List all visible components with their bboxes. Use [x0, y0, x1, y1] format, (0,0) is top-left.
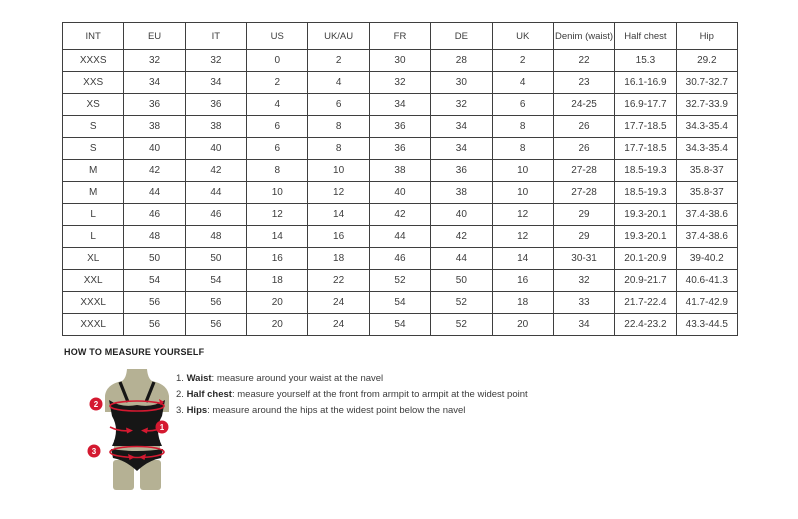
- table-cell: 40: [185, 138, 246, 160]
- table-cell: 52: [431, 314, 492, 336]
- table-cell: 42: [369, 204, 430, 226]
- table-row: [63, 204, 738, 226]
- table-cell: 40: [124, 138, 185, 160]
- table-cell: 42: [124, 160, 185, 182]
- table-cell: XS: [63, 94, 124, 116]
- table-cell: 20.1-20.9: [615, 248, 676, 270]
- header-cell: EU: [124, 23, 185, 50]
- table-cell: M: [63, 160, 124, 182]
- table-cell: 34: [369, 94, 430, 116]
- table-row: [63, 182, 738, 204]
- measure-item-number: 3.: [176, 405, 187, 416]
- table-cell: 30.7-32.7: [676, 72, 737, 94]
- table-cell: XXS: [63, 72, 124, 94]
- table-cell: 56: [185, 292, 246, 314]
- table-cell: 15.3: [615, 50, 676, 72]
- table-cell: 23: [553, 72, 614, 94]
- table-cell: 38: [369, 160, 430, 182]
- table-cell: 48: [185, 226, 246, 248]
- table-cell: 2: [308, 50, 369, 72]
- measure-list: [176, 371, 528, 419]
- size-table: [62, 22, 738, 336]
- measure-item-label: Waist: [186, 373, 212, 384]
- svg-text:2: 2: [93, 400, 99, 409]
- table-cell: 24-25: [553, 94, 614, 116]
- header-cell: Hip: [676, 23, 737, 50]
- header-cell: FR: [369, 23, 430, 50]
- measure-point-3-badge: [88, 445, 101, 458]
- table-cell: 20.9-21.7: [615, 270, 676, 292]
- table-cell: 30-31: [553, 248, 614, 270]
- table-cell: 24: [308, 314, 369, 336]
- table-cell: 10: [492, 160, 553, 182]
- table-cell: 16: [247, 248, 308, 270]
- table-cell: 14: [492, 248, 553, 270]
- table-cell: 2: [247, 72, 308, 94]
- table-cell: 10: [492, 182, 553, 204]
- table-cell: 16.1-16.9: [615, 72, 676, 94]
- table-cell: 2: [492, 50, 553, 72]
- table-cell: 4: [308, 72, 369, 94]
- table-cell: XXXS: [63, 50, 124, 72]
- table-cell: 28: [431, 50, 492, 72]
- table-cell: 8: [247, 160, 308, 182]
- table-cell: 44: [369, 226, 430, 248]
- table-cell: 56: [124, 292, 185, 314]
- table-row: [63, 314, 738, 336]
- table-cell: 10: [247, 182, 308, 204]
- table-cell: 4: [247, 94, 308, 116]
- measure-item-number: 1.: [176, 373, 187, 384]
- table-cell: 6: [247, 116, 308, 138]
- table-cell: 35.8-37: [676, 182, 737, 204]
- table-cell: 44: [185, 182, 246, 204]
- header-cell: IT: [185, 23, 246, 50]
- table-cell: 17.7-18.5: [615, 116, 676, 138]
- table-row: [63, 292, 738, 314]
- table-cell: 37.4-38.6: [676, 204, 737, 226]
- table-cell: 12: [492, 204, 553, 226]
- table-cell: 12: [492, 226, 553, 248]
- table-cell: 38: [185, 116, 246, 138]
- table-cell: 32.7-33.9: [676, 94, 737, 116]
- table-cell: XXXL: [63, 292, 124, 314]
- table-cell: 50: [124, 248, 185, 270]
- measure-item: [176, 387, 528, 403]
- table-cell: 12: [247, 204, 308, 226]
- header-cell: DE: [431, 23, 492, 50]
- table-cell: 27-28: [553, 182, 614, 204]
- table-row: [63, 72, 738, 94]
- size-table-body: [63, 50, 738, 336]
- table-cell: 30: [431, 72, 492, 94]
- table-cell: 36: [431, 160, 492, 182]
- table-cell: 22: [553, 50, 614, 72]
- table-cell: 19.3-20.1: [615, 226, 676, 248]
- header-cell: Denim (waist): [553, 23, 614, 50]
- table-cell: 18: [492, 292, 553, 314]
- table-cell: 52: [369, 270, 430, 292]
- table-row: [63, 50, 738, 72]
- table-cell: S: [63, 116, 124, 138]
- table-cell: XL: [63, 248, 124, 270]
- mannequin-illustration: [85, 368, 185, 493]
- table-cell: 4: [492, 72, 553, 94]
- header-cell: Half chest: [615, 23, 676, 50]
- table-cell: 35.8-37: [676, 160, 737, 182]
- table-row: [63, 248, 738, 270]
- table-row: [63, 116, 738, 138]
- table-cell: 46: [369, 248, 430, 270]
- table-cell: 46: [185, 204, 246, 226]
- table-cell: 56: [124, 314, 185, 336]
- table-cell: 14: [247, 226, 308, 248]
- table-cell: 34: [185, 72, 246, 94]
- table-cell: 43.3-44.5: [676, 314, 737, 336]
- measure-title: HOW TO MEASURE YOURSELF: [64, 347, 205, 357]
- table-cell: 40.6-41.3: [676, 270, 737, 292]
- table-cell: 52: [431, 292, 492, 314]
- table-cell: 20: [247, 292, 308, 314]
- table-cell: 32: [553, 270, 614, 292]
- table-cell: 32: [431, 94, 492, 116]
- table-cell: 50: [431, 270, 492, 292]
- table-cell: 36: [369, 116, 430, 138]
- table-cell: 48: [124, 226, 185, 248]
- table-cell: 36: [369, 138, 430, 160]
- table-cell: 42: [185, 160, 246, 182]
- table-cell: 34.3-35.4: [676, 116, 737, 138]
- table-cell: 20: [247, 314, 308, 336]
- table-cell: L: [63, 204, 124, 226]
- table-row: [63, 226, 738, 248]
- table-cell: 38: [124, 116, 185, 138]
- table-cell: 0: [247, 50, 308, 72]
- table-cell: 18.5-19.3: [615, 160, 676, 182]
- table-cell: 34: [431, 138, 492, 160]
- table-cell: 34: [553, 314, 614, 336]
- table-cell: 18: [247, 270, 308, 292]
- table-cell: 18: [308, 248, 369, 270]
- table-cell: 46: [124, 204, 185, 226]
- table-row: [63, 94, 738, 116]
- measure-item-text: : measure around the hips at the widest point below the navel: [207, 405, 466, 416]
- table-cell: 39-40.2: [676, 248, 737, 270]
- svg-text:3: 3: [91, 447, 97, 456]
- table-cell: 16.9-17.7: [615, 94, 676, 116]
- mannequin-figure-svg: [85, 368, 185, 493]
- table-cell: 56: [185, 314, 246, 336]
- table-cell: 42: [431, 226, 492, 248]
- table-cell: 6: [492, 94, 553, 116]
- table-cell: S: [63, 138, 124, 160]
- table-cell: 20: [492, 314, 553, 336]
- table-cell: 36: [185, 94, 246, 116]
- table-cell: 40: [369, 182, 430, 204]
- header-cell: INT: [63, 23, 124, 50]
- measure-item-number: 2.: [176, 389, 187, 400]
- header-cell: UK/AU: [308, 23, 369, 50]
- table-cell: 32: [124, 50, 185, 72]
- table-cell: 19.3-20.1: [615, 204, 676, 226]
- table-row: [63, 138, 738, 160]
- table-cell: 21.7-22.4: [615, 292, 676, 314]
- table-cell: 33: [553, 292, 614, 314]
- table-cell: 29.2: [676, 50, 737, 72]
- camisole-top: [109, 400, 165, 446]
- table-cell: 34: [124, 72, 185, 94]
- table-cell: 40: [431, 204, 492, 226]
- table-cell: 8: [308, 138, 369, 160]
- table-cell: 29: [553, 226, 614, 248]
- table-header-row: [63, 23, 738, 50]
- table-cell: 29: [553, 204, 614, 226]
- table-cell: 54: [185, 270, 246, 292]
- table-cell: 54: [369, 292, 430, 314]
- measure-item: [176, 371, 528, 387]
- measure-item-text: : measure yourself at the front from armpit to armpit at the widest point: [231, 389, 528, 400]
- measure-item-label: Half chest: [186, 389, 232, 400]
- table-cell: 41.7-42.9: [676, 292, 737, 314]
- table-cell: 8: [492, 138, 553, 160]
- measure-point-2-badge: [90, 398, 103, 411]
- table-cell: 37.4-38.6: [676, 226, 737, 248]
- table-cell: 34.3-35.4: [676, 138, 737, 160]
- table-cell: 18.5-19.3: [615, 182, 676, 204]
- table-cell: L: [63, 226, 124, 248]
- table-cell: 12: [308, 182, 369, 204]
- table-cell: 6: [308, 94, 369, 116]
- table-cell: M: [63, 182, 124, 204]
- table-cell: 22.4-23.2: [615, 314, 676, 336]
- measure-point-1-badge: [156, 421, 169, 434]
- table-cell: 38: [431, 182, 492, 204]
- table-cell: 26: [553, 116, 614, 138]
- table-cell: 8: [492, 116, 553, 138]
- table-cell: 34: [431, 116, 492, 138]
- table-cell: XXXL: [63, 314, 124, 336]
- table-row: [63, 160, 738, 182]
- table-cell: 8: [308, 116, 369, 138]
- table-cell: 27-28: [553, 160, 614, 182]
- table-cell: 17.7-18.5: [615, 138, 676, 160]
- table-cell: 26: [553, 138, 614, 160]
- table-cell: 32: [185, 50, 246, 72]
- table-cell: 44: [124, 182, 185, 204]
- table-cell: 6: [247, 138, 308, 160]
- table-cell: 30: [369, 50, 430, 72]
- measure-item-text: : measure around your waist at the navel: [211, 373, 384, 384]
- table-cell: 16: [492, 270, 553, 292]
- table-cell: 16: [308, 226, 369, 248]
- header-cell: UK: [492, 23, 553, 50]
- measure-item: [176, 403, 528, 419]
- measure-item-label: Hips: [186, 405, 208, 416]
- svg-text:1: 1: [159, 423, 165, 432]
- table-cell: 22: [308, 270, 369, 292]
- table-cell: 54: [369, 314, 430, 336]
- table-cell: 10: [308, 160, 369, 182]
- size-table-head: [63, 23, 738, 50]
- table-cell: 14: [308, 204, 369, 226]
- table-cell: XXL: [63, 270, 124, 292]
- table-cell: 50: [185, 248, 246, 270]
- table-row: [63, 270, 738, 292]
- table-cell: 32: [369, 72, 430, 94]
- header-cell: US: [247, 23, 308, 50]
- table-cell: 54: [124, 270, 185, 292]
- table-cell: 36: [124, 94, 185, 116]
- table-cell: 44: [431, 248, 492, 270]
- table-cell: 24: [308, 292, 369, 314]
